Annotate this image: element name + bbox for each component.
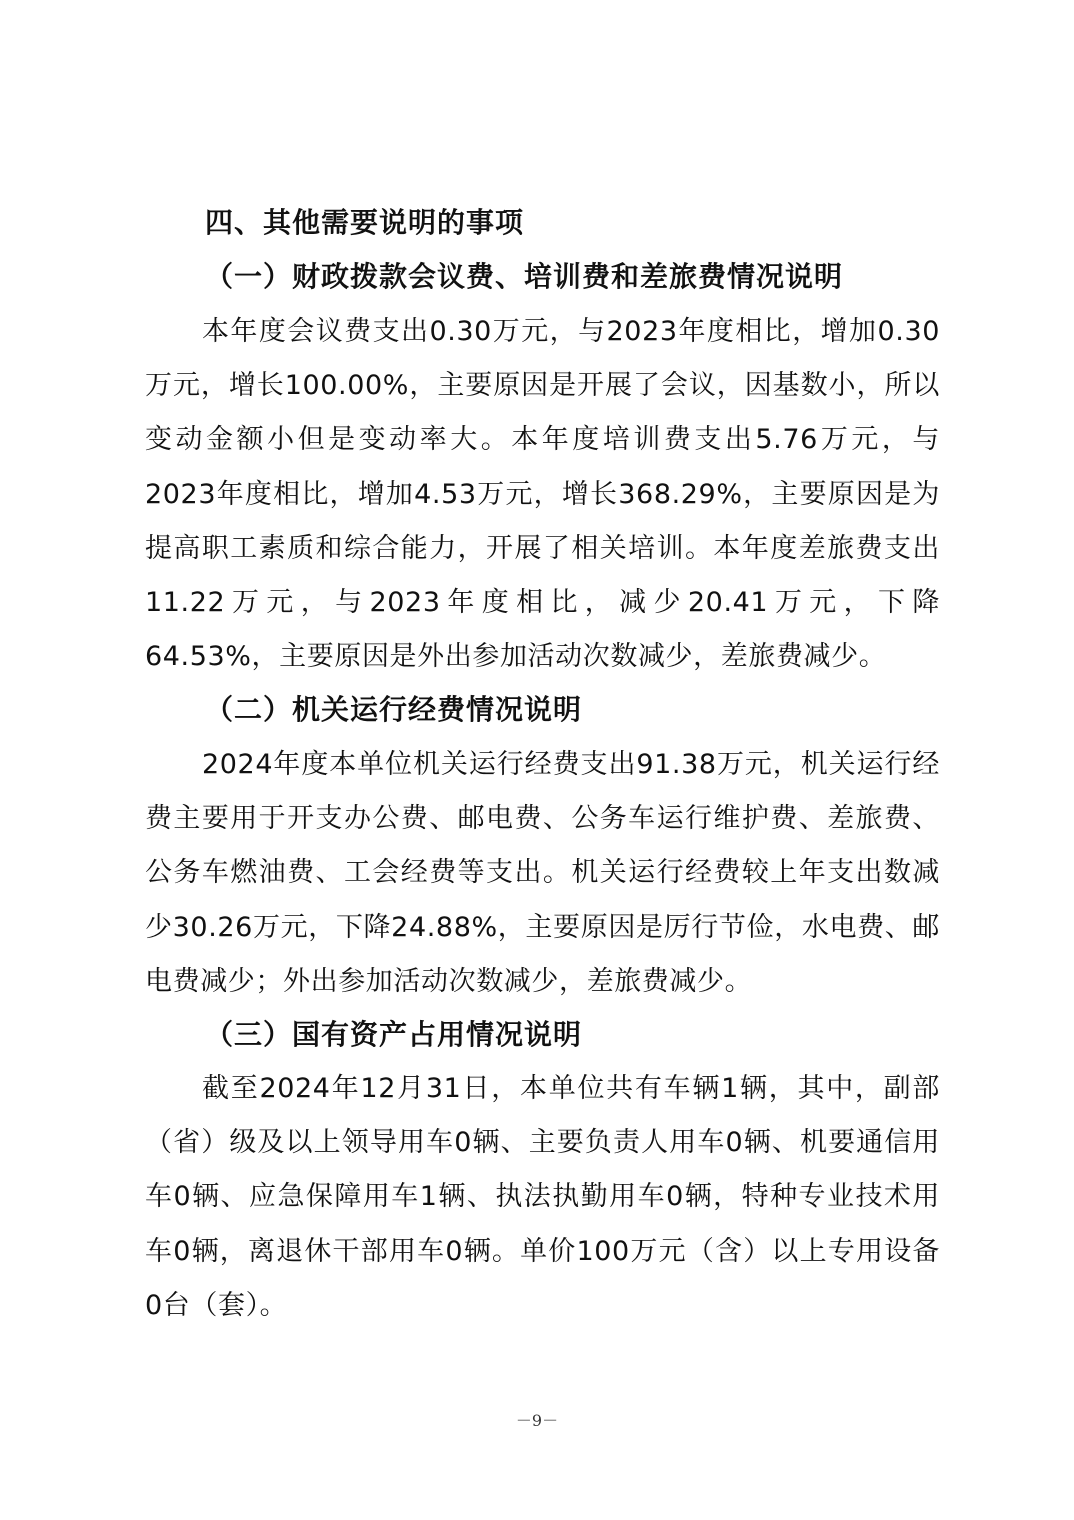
paragraph-meeting-training-travel: 本年度会议费支出0.30万元，与2023年度相比，增加0.30万元，增长100.00%，主要原因是开展了会议，因基数小，所以变动金额小但是变动率大。本年度培训费支出5.76万元，与2023年度相比，增加4.53万元，增长368.29%，主要原因是为提高职工素质和综合能力，开展了相关培训。本年度差旅费支出11.22万元，与2023年度相比，减少20.41万元，下降64.53%，主要原因是外出参加活动次数减少，差旅费减少。 [145, 316, 940, 673]
subsection-title-meeting-training-travel: （一）财政拨款会议费、培训费和差旅费情况说明 [205, 260, 844, 293]
subsection-title-state-assets: （三）国有资产占用情况说明 [205, 1018, 583, 1051]
subsection-title-operating-expenses: （二）机关运行经费情况说明 [205, 693, 583, 726]
paragraph-operating-expenses: 2024年度本单位机关运行经费支出91.38万元，机关运行经费主要用于开支办公费、邮电费、公务车运行维护费、差旅费、公务车燃油费、工会经费等支出。机关运行经费较上年支出数减少30.26万元，下降24.88%，主要原因是厉行节俭，水电费、邮电费减少；外出参加活动次数减少，差旅费减少。 [145, 749, 940, 997]
section-title: 四、其他需要说明的事项 [205, 206, 525, 239]
page-number: －9－ [515, 1411, 559, 1430]
paragraph-state-assets: 截至2024年12月31日，本单位共有车辆1辆，其中，副部（省）级及以上领导用车0辆、主要负责人用车0辆、机要通信用车0辆、应急保障用车1辆、执法执勤用车0辆，特种专业技术用车0辆，离退休干部用车0辆。单价100万元（含）以上专用设备0台（套）。 [145, 1073, 940, 1321]
